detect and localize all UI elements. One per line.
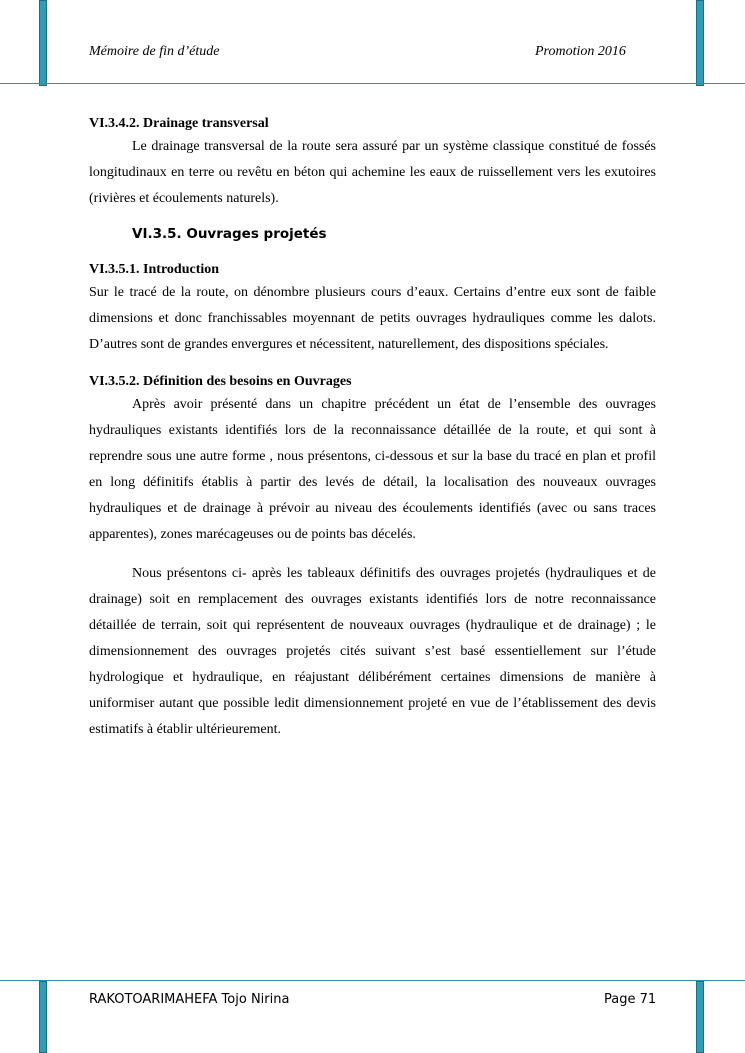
- header-right-bar: [696, 0, 704, 86]
- paragraph-definition-besoins-2: Nous présentons ci- après les tableaux définitifs des ouvrages projetés (hydrauliques et de drainage) soit en remplacement des ouvrages existants identifiés lors de notre reconnaissance détaillée de terrain, soit qui représentent de nouveaux ouvrages (hydraulique et de drainage) ; le dimensionnement des ouvrages projetés cités suivant s’est basé essentiellement sur l’étude hydrologique et hydraulique, en réajustant délibérément certaines dimensions de manière à uniformiser autant que possible ledit dimensionnement projeté en vue de l’établissement des devis estimatifs à établir ultérieurement.: [89, 566, 656, 737]
- header-left-bar: [39, 0, 47, 86]
- footer-page-number: Page 71: [604, 992, 657, 1007]
- header-divider: [0, 83, 745, 84]
- page-body: [89, 115, 656, 743]
- footer-right-bar: [696, 981, 704, 1053]
- header-promotion: Promotion 2016: [535, 44, 626, 59]
- header-document-title: Mémoire de fin d’étude: [89, 44, 220, 59]
- footer-left-bar: [39, 981, 47, 1053]
- section-heading-drainage-transversal: VI.3.4.2. Drainage transversal: [89, 116, 269, 131]
- section-heading-definition-besoins: VI.3.5.2. Définition des besoins en Ouvrages: [89, 374, 352, 389]
- section-heading-ouvrages-projetes: VI.3.5. Ouvrages projetés: [132, 226, 327, 242]
- footer-divider: [0, 980, 745, 981]
- section-heading-introduction: VI.3.5.1. Introduction: [89, 262, 220, 277]
- paragraph-definition-besoins-1: Après avoir présenté dans un chapitre précédent un état de l’ensemble des ouvrages hydrauliques existants identifiés lors de la reconnaissance détaillée de la route, et qui sont à reprendre sous une autre forme , nous présentons, ci-dessous et sur la base du tracé en plan et profil en long définitifs établis à partir des levés de détail, la localisation des nouveaux ouvrages hydrauliques et de drainage à prévoir au niveau des écoulements identifiés (avec ou sans traces apparentes), zones marécageuses ou de points bas décelés.: [89, 397, 656, 542]
- paragraph-introduction: Sur le tracé de la route, on dénombre plusieurs cours d’eaux. Certains d’entre eux sont de faible dimensions et donc franchissables moyennant de petits ouvrages hydrauliques comme les dalots. D’autres sont de grandes envergures et nécessitent, naturellement, des dispositions spéciales.: [89, 285, 656, 352]
- footer-author: RAKOTOARIMAHEFA Tojo Nirina: [89, 992, 290, 1007]
- paragraph-drainage-transversal: Le drainage transversal de la route sera assuré par un système classique constitué de fossés longitudinaux en terre ou revêtu en béton qui achemine les eaux de ruissellement vers les exutoires (rivières et écoulements naturels).: [89, 139, 656, 206]
